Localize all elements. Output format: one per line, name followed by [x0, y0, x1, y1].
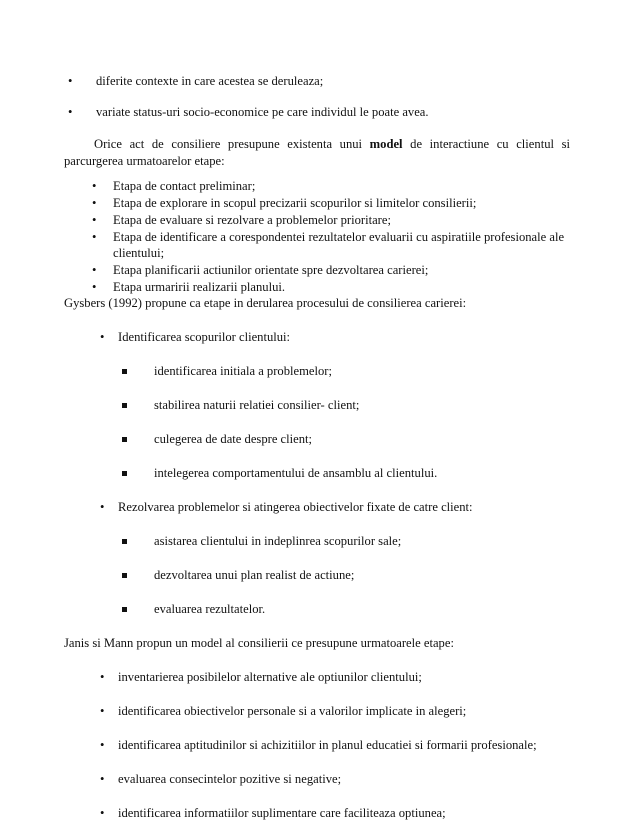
paragraph-bold: model [369, 137, 403, 151]
square-bullet-icon [122, 471, 127, 476]
bullet-icon: • [92, 280, 97, 294]
sub-list-item-text: evaluarea rezultatelor. [154, 602, 266, 616]
list-item-text: diferite contexte in care acestea se deruleaza; [96, 74, 324, 88]
list-item-text: identificarea obiectivelor personale si a valorilor implicate in alegeri; [118, 704, 467, 718]
list-item-text: Etapa de identificare a corespondentei rezultatelor evaluarii cu aspiratiile profesionale ale [113, 230, 565, 244]
list-item-text: Etapa de contact preliminar; [113, 179, 256, 193]
sub-list-item-text: culegerea de date despre client; [154, 432, 313, 446]
bullet-icon: • [100, 806, 105, 820]
square-bullet-icon [122, 437, 127, 442]
list-item-text: identificarea aptitudinilor si achizitiilor in planul educatiei si formarii profesionale; [118, 738, 537, 752]
bullet-icon: • [92, 196, 97, 210]
paragraph-text: de interactiune cu clientul si parcurgerea urmatoarelor etape: [64, 137, 570, 168]
sub-list-item-text: intelegerea comportamentului de ansamblu al clientului. [154, 466, 438, 480]
bullet-icon: • [68, 105, 73, 119]
bullet-icon: • [100, 670, 105, 684]
list-item-text: identificarea informatiilor suplimentare care faciliteaza optiunea; [118, 806, 446, 820]
square-bullet-icon [122, 607, 127, 612]
bullet-icon: • [100, 738, 105, 752]
list-item-text: Etapa de evaluare si rezolvare a problemelor prioritare; [113, 213, 391, 227]
paragraph-text: Janis si Mann propun un model al consilierii ce presupune urmatoarele etape: [64, 636, 454, 650]
bullet-icon: • [100, 330, 105, 344]
list-item-text: inventarierea posibilelor alternative ale optiunilor clientului; [118, 670, 422, 684]
square-bullet-icon [122, 369, 127, 374]
list-item-text: Rezolvarea problemelor si atingerea obiectivelor fixate de catre client: [118, 500, 473, 514]
list-item-text: evaluarea consecintelor pozitive si negative; [118, 772, 342, 786]
list-item-text: Identificarea scopurilor clientului: [118, 330, 291, 344]
list-item-text: Etapa planificarii actiunilor orientate spre dezvoltarea carierei; [113, 263, 429, 277]
bullet-icon: • [68, 74, 73, 88]
sub-list-item-text: stabilirea naturii relatiei consilier- client; [154, 398, 360, 412]
paragraph [64, 136, 570, 170]
square-bullet-icon [122, 539, 127, 544]
paragraph-text: Gysbers (1992) propune ca etape in derularea procesului de consilierea carierei: [64, 296, 467, 310]
square-bullet-icon [122, 573, 127, 578]
bullet-icon: • [92, 230, 97, 244]
bullet-icon: • [92, 179, 97, 193]
bullet-icon: • [100, 772, 105, 786]
sub-list-item-text: asistarea clientului in indeplinrea scopurilor sale; [154, 534, 402, 548]
bullet-icon: • [100, 704, 105, 718]
list-item-text: clientului; [113, 246, 165, 260]
list-item-text: Etapa de explorare in scopul precizarii scopurilor si limitelor consilierii; [113, 196, 477, 210]
bullet-icon: • [92, 213, 97, 227]
bullet-icon: • [92, 263, 97, 277]
sub-list-item-text: dezvoltarea unui plan realist de actiune; [154, 568, 355, 582]
bullet-icon: • [100, 500, 105, 514]
paragraph-text: Orice act de consiliere presupune existenta unui [94, 137, 370, 151]
list-item-text: Etapa urmaririi realizarii planului. [113, 280, 286, 294]
sub-list-item-text: identificarea initiala a problemelor; [154, 364, 332, 378]
list-item-text: variate status-uri socio-economice pe care individul le poate avea. [96, 105, 429, 119]
square-bullet-icon [122, 403, 127, 408]
